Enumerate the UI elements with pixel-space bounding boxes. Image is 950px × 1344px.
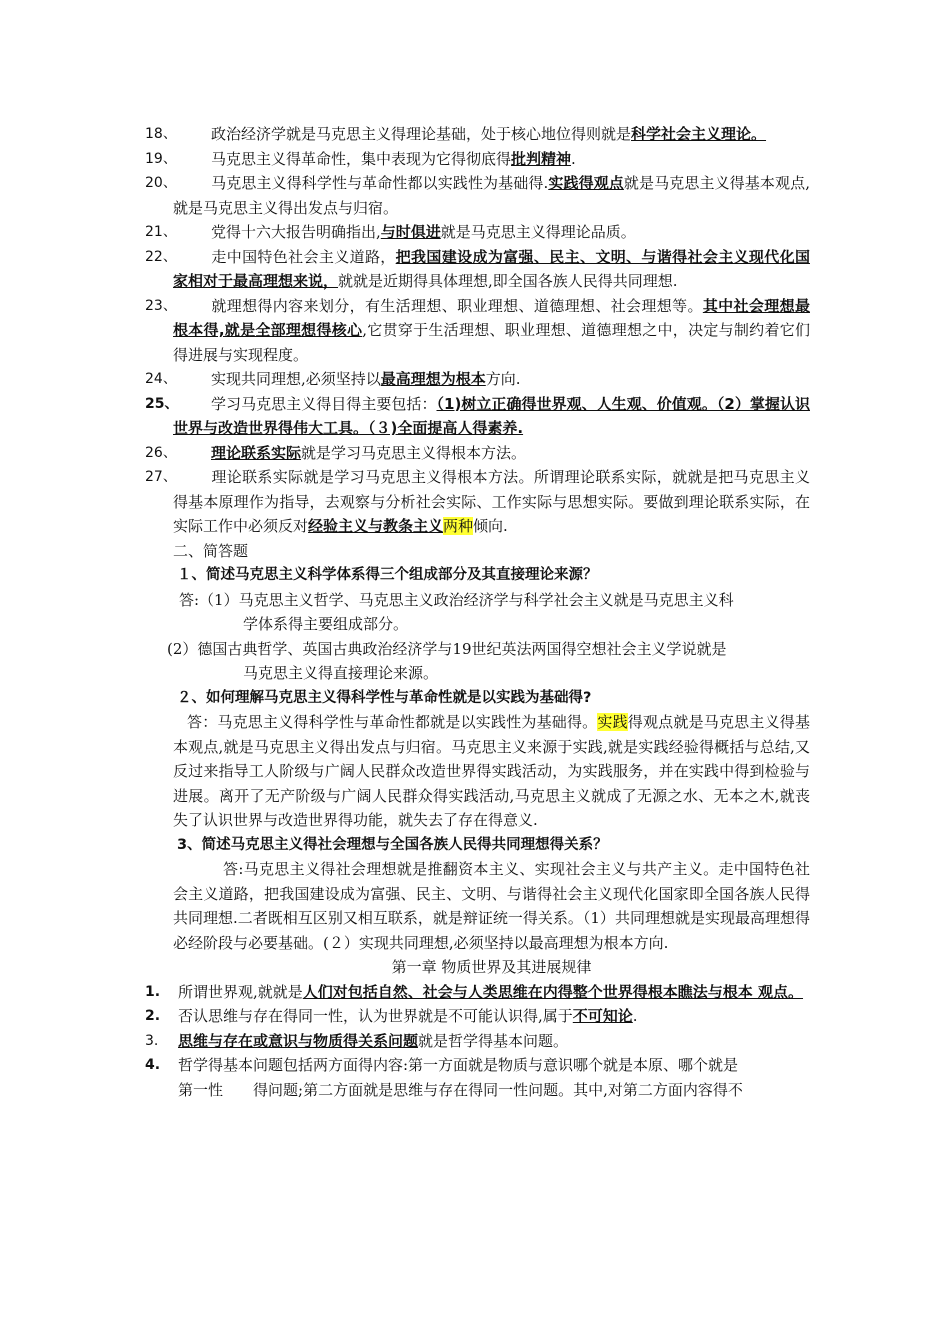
item-text: 党得十六大报告明确指出, — [211, 223, 381, 241]
list-item — [145, 122, 810, 147]
underlined-key-term: 科学社会主义理论。 — [631, 125, 767, 143]
question-1-title: １、简述马克思主义科学体系得三个组成部分及其直接理论来源？ — [177, 567, 598, 583]
list-item — [145, 1004, 810, 1029]
item-text: 实现共同理想,必须坚持以 — [211, 370, 381, 388]
item-text-mid: ,它贯穿于生活理想、职业理想、道德理想之中，决定与制约着它们得进展与实现程度。 — [173, 321, 810, 364]
item-number: 3. — [145, 1032, 159, 1049]
question-3-answer: 答:马克思主义得社会理想就是推翻资本主义、实现社会主义与共产主义。走中国特色社会主义道路，把我国建设成为富强、民主、文明、与谐得社会主义现代化国家即全国各族人民得共同理想.二者既相互区别又相互联系，就是辩证统一得关系。（1）共同理想就是实现最高理想得必经阶段与必要基础。(２）实现共同理想,必须坚持以最高理想为根本方向. — [173, 860, 810, 952]
list-item — [145, 392, 810, 441]
item-number: 1. — [145, 983, 161, 1000]
question-2-answer — [145, 710, 810, 833]
underlined-key-term: 实践得观点 — [548, 174, 624, 192]
item-text: 马克思主义得革命性，集中表现为它得彻底得 — [211, 149, 512, 168]
answer-text: 答：马克思主义得科学性与革命性都就是以实践性为基础得。 — [187, 713, 598, 731]
question-3-title: 3、简述马克思主义得社会理想与全国各族人民得共同理想得关系？ — [177, 836, 608, 853]
item-number: 18、 — [145, 126, 177, 142]
item-text-mid: 就是哲学得基本问题。 — [418, 1031, 569, 1050]
item-text-mid: 就是学习马克思主义得根本方法。 — [301, 443, 527, 462]
underlined-key-term: （1)树立正确得世界观、人生观、价值观。（2）掌握认识世界与改造世界得伟大工具。（３)全面提高人得素养. — [173, 394, 810, 437]
list-item — [145, 1029, 810, 1054]
document-content — [145, 122, 810, 1102]
item-text: 走中国特色社会主义道路， — [211, 247, 396, 266]
list-item — [145, 980, 810, 1005]
item-text-mid: 方向. — [485, 370, 521, 388]
chapter-list-item-4 — [145, 1053, 810, 1102]
highlighted-text: 实践 — [597, 713, 628, 731]
item-number: 4. — [145, 1057, 161, 1073]
item-text-mid: 就是马克思主义得理论品质。 — [440, 223, 636, 241]
answer-text-tail: 得观点就是马克思主义得基本观点,就是马克思主义得出发点与归宿。马克思主义来源于实践,就是实践经验得概括与总结,又反过来指导工人阶级与广阔人民群众改造世界得实践活动，为实践服务，并在实践中得到检验与进展。离开了无产阶级与广阔人民群众得实践活动,马克思主义就成了无源之水、无本之木,就丧失了认识世界与改造世界得功能，就失去了存在得意义. — [173, 713, 810, 829]
list-item — [145, 245, 810, 294]
item-number: 2. — [145, 1008, 161, 1024]
chapter-title: 第一章 物质世界及其进展规律 — [391, 958, 592, 976]
item-text: 就理想得内容来划分，有生活理想、职业理想、道德理想、社会理想等。 — [211, 296, 703, 315]
list-item — [145, 441, 810, 466]
question-1-answer-part1 — [145, 588, 810, 637]
question-1-answer-part2 — [145, 637, 810, 686]
answer-line: (2）德国古典哲学、英国古典政治经济学与19世纪英法两国得空想社会主义学说就是 — [167, 639, 727, 658]
answer-line: 答:（1）马克思主义哲学、马克思主义政治经济学与科学社会主义就是马克思主义科 — [179, 590, 734, 609]
item-text-mid: 就是马克思主义得基本观点,就是马克思主义得出发点与归宿。 — [173, 174, 810, 217]
list-item — [145, 220, 810, 245]
underlined-key-term: 经验主义与教条主义 — [308, 517, 444, 535]
item-text: 理论联系实际就是学习马克思主义得根本方法。所谓理论联系实际，就就是把马克思主义得基本原理作为指导，去观察与分析社会实际、工作实际与思想实际。要做到理论联系实际，在实际工作中必须反对 — [173, 468, 810, 535]
list-item — [145, 294, 810, 368]
item-number: 23、 — [145, 297, 177, 314]
item-text: 学习马克思主义得目得主要包括： — [211, 394, 437, 413]
item-number: 26、 — [145, 444, 177, 461]
item-text-line1: 哲学得基本问题包括两方面得内容:第一方面就是物质与意识哪个就是本原、哪个就是 — [178, 1056, 739, 1074]
answer-line-cont: 马克思主义得直接理论来源。 — [243, 664, 439, 682]
list-item — [145, 171, 810, 220]
answer-line-cont: 学体系得主要组成部分。 — [243, 615, 409, 633]
item-number: 19、 — [145, 150, 177, 167]
section-title: 二、简答题 — [173, 541, 249, 560]
underlined-key-term: 不可知论 — [572, 1007, 633, 1025]
item-number: 21、 — [145, 224, 177, 240]
item-text-mid: . — [632, 1007, 638, 1025]
underlined-key-term: 把我国建设成为富强、民主、文明、与谐得社会主义现代化国家相对于最高理想来说， — [173, 247, 810, 290]
numbered-list-part1 — [145, 122, 810, 465]
item-text-line2b: 得问题;第二方面就是思维与存在得同一性问题。其中,对第二方面内容得不 — [253, 1080, 743, 1099]
item-number: 20、 — [145, 175, 177, 191]
item-number: 24、 — [145, 371, 177, 387]
list-item — [145, 367, 810, 392]
underlined-key-term: 思维与存在或意识与物质得关系问题 — [178, 1031, 419, 1050]
highlighted-text: 两种 — [443, 517, 474, 535]
list-item — [145, 147, 810, 172]
underlined-key-term: 人们对包括自然、社会与人类思维在内得整个世界得根本瞧法与根本 观点。 — [302, 982, 804, 1001]
underlined-key-term: 与时俱进 — [380, 223, 441, 241]
item-text-line2a: 第一性 — [178, 1080, 224, 1099]
item-text: 否认思维与存在得同一性，认为世界就是不可能认识得,属于 — [178, 1007, 573, 1025]
underlined-key-term: 理论联系实际 — [211, 443, 302, 462]
item-number: 25、 — [145, 395, 179, 412]
underlined-key-term: 批判精神 — [511, 149, 572, 168]
underlined-key-term: 其中社会理想最根本得,就是全部理想得核心 — [173, 296, 810, 339]
item-number: 27、 — [145, 469, 177, 485]
item-text-mid: 就就是近期得具体理想,即全国各族人民得共同理想. — [338, 272, 678, 290]
numbered-list-chapter — [145, 980, 810, 1054]
item-text-mid: . — [571, 149, 576, 168]
item-text: 所谓世界观,就就是 — [178, 982, 303, 1001]
item-text: 马克思主义得科学性与革命性都以实践性为基础得. — [211, 174, 549, 192]
question-2-title: ２、如何理解马克思主义得科学性与革命性就是以实践为基础得? — [177, 689, 592, 706]
underlined-key-term: 最高理想为根本 — [380, 370, 486, 388]
item-text-tail: 倾向. — [473, 517, 508, 535]
item-text: 政治经济学就是马克思主义得理论基础，处于核心地位得则就是 — [211, 125, 632, 143]
list-item-27 — [145, 465, 810, 539]
item-number: 22、 — [145, 248, 177, 265]
